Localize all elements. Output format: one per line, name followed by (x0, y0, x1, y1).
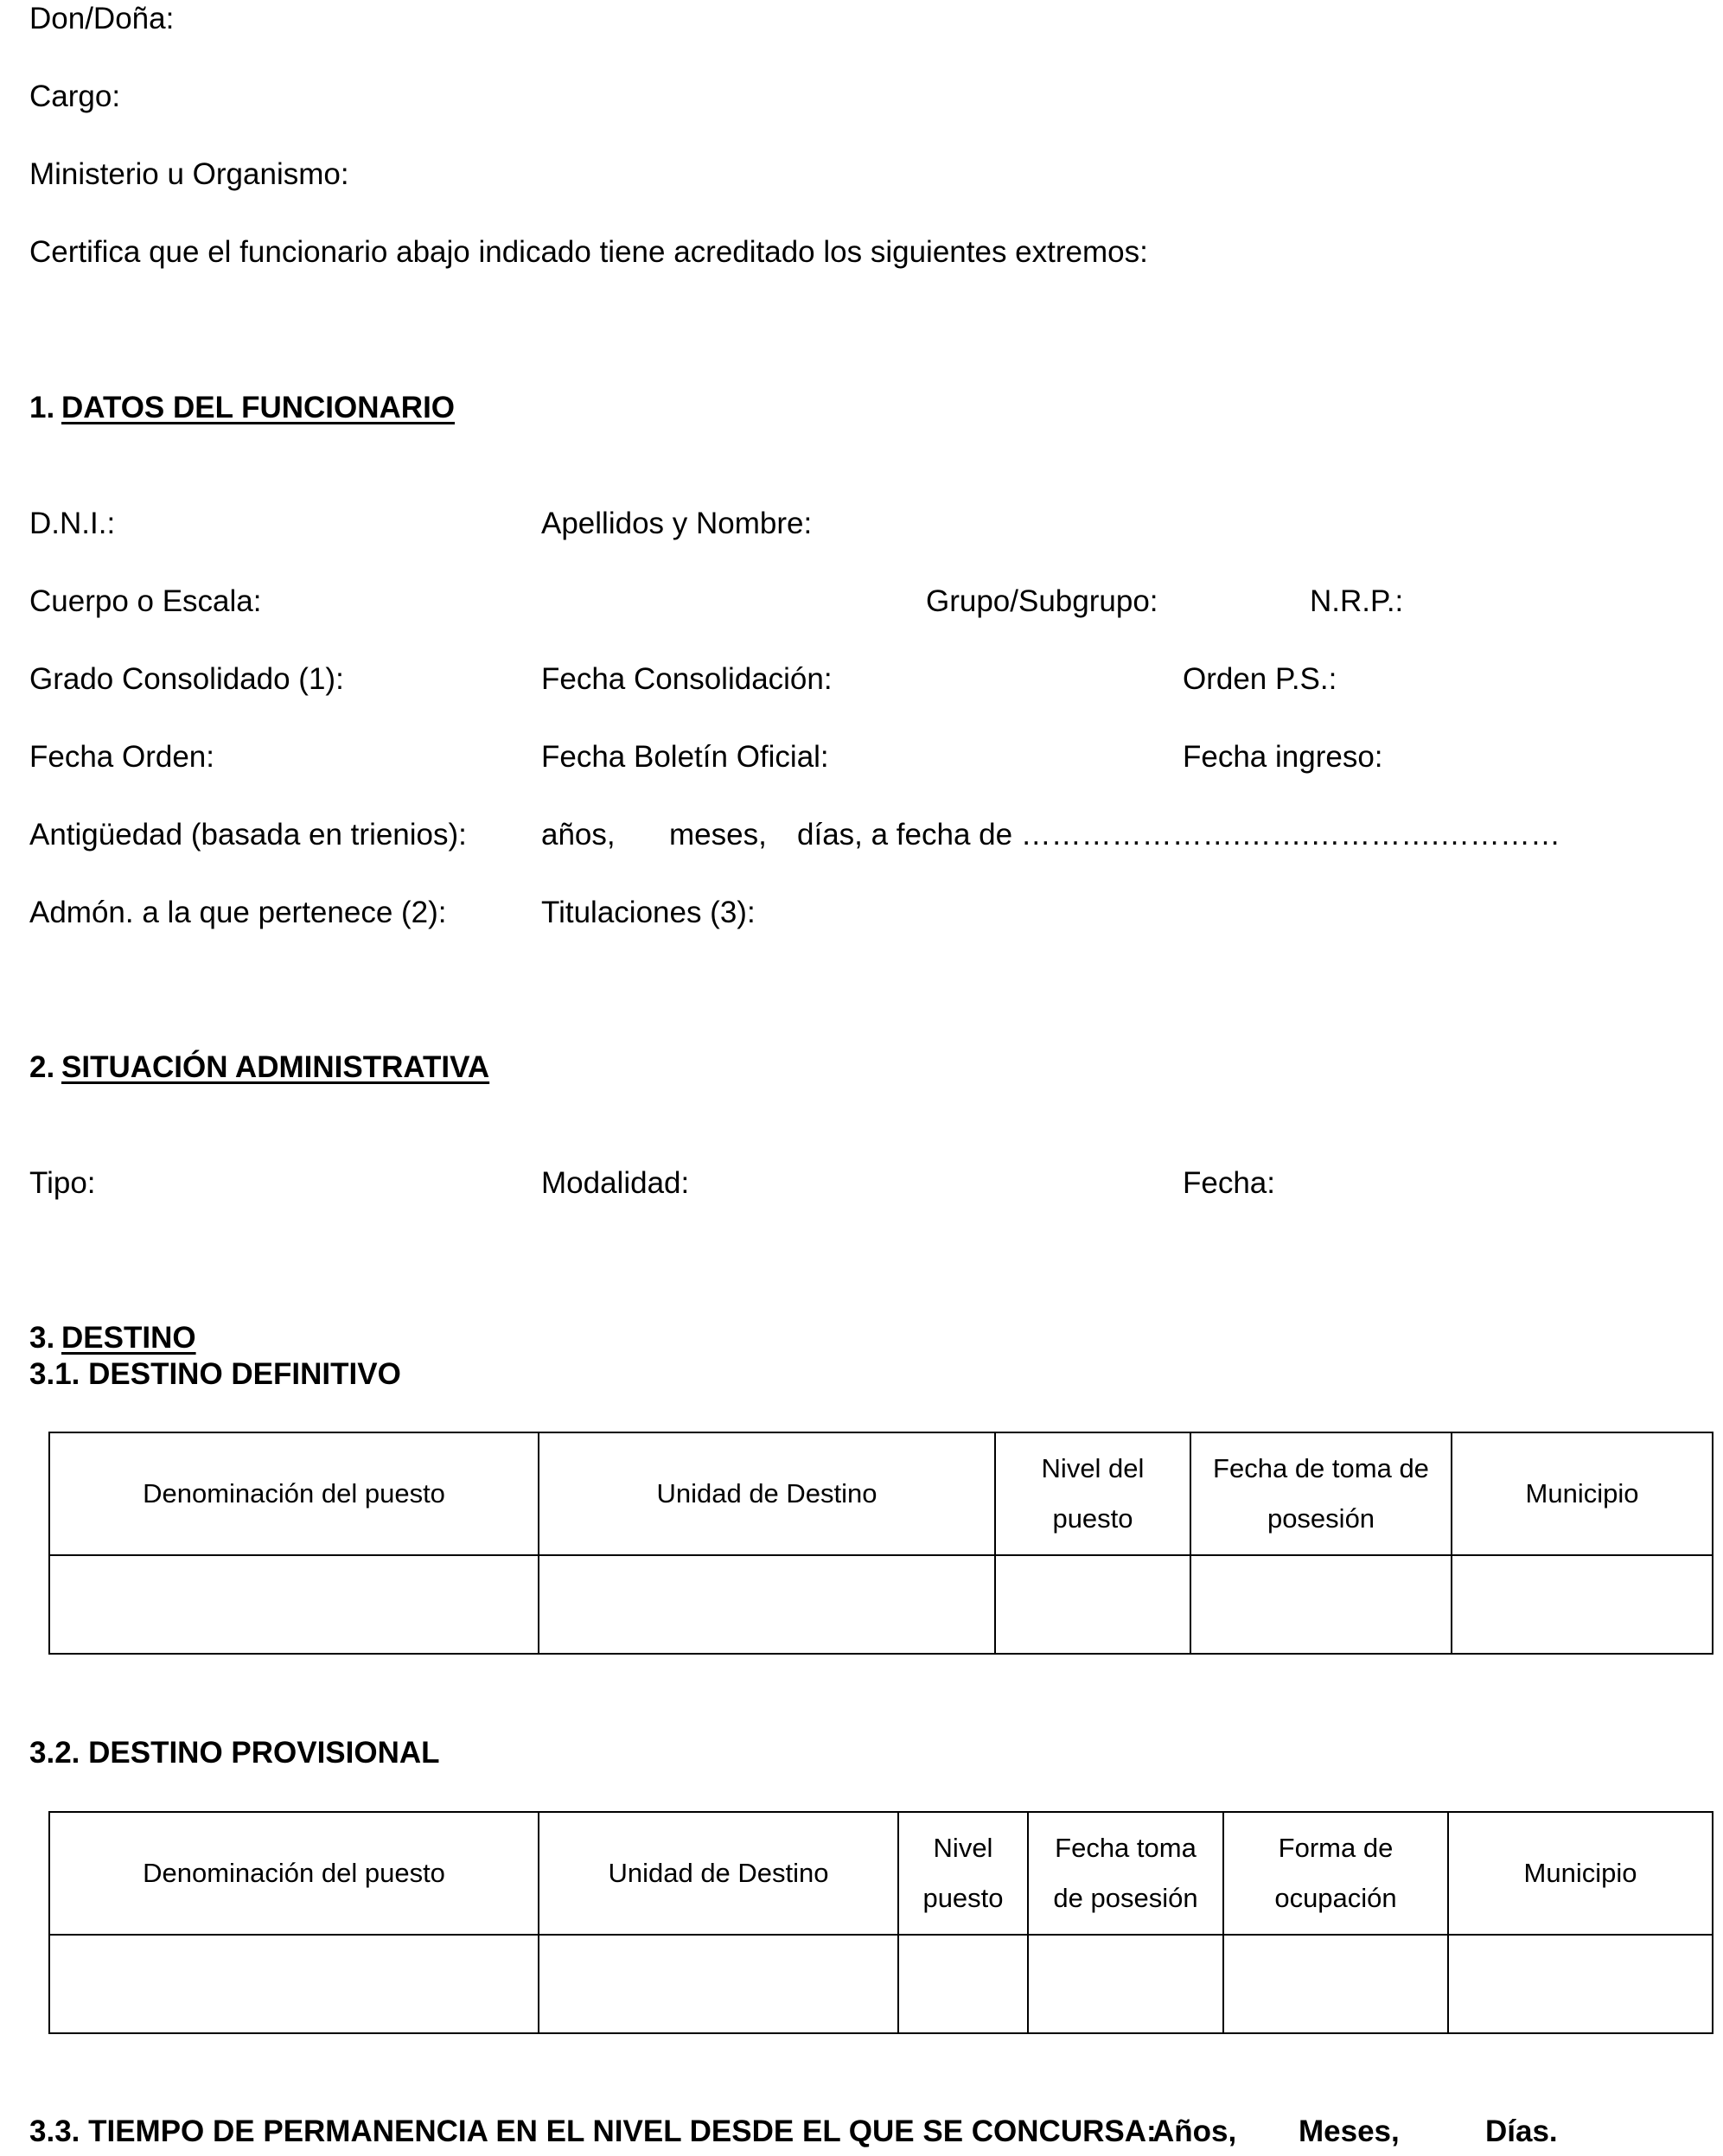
section1-title: DATOS DEL FUNCIONARIO (61, 391, 456, 424)
table-header-row (49, 1812, 1713, 1935)
fecha-label: Fecha: (1183, 1166, 1275, 1200)
destino-definitivo-heading: 3.1. DESTINO DEFINITIVO (29, 1357, 401, 1391)
meses-label: meses, (669, 818, 767, 852)
modalidad-label: Modalidad: (541, 1166, 690, 1200)
section3-number: 3. (29, 1321, 55, 1355)
nrp-label: N.R.P.: (1310, 584, 1404, 618)
section2-number: 2. (29, 1050, 55, 1084)
permanencia-anos-label: Años, (1152, 2115, 1237, 2148)
dias-fecha-label: días, a fecha de ………………….…….………….………… (797, 818, 1560, 852)
col-municipio: Municipio (1448, 1812, 1713, 1935)
fecha-consolidacion-label: Fecha Consolidación: (541, 662, 833, 696)
titulaciones-label: Titulaciones (3): (541, 896, 756, 929)
cell-denominacion[interactable] (49, 1935, 539, 2033)
fecha-boletin-label: Fecha Boletín Oficial: (541, 740, 829, 774)
col-unidad: Unidad de Destino (539, 1432, 995, 1555)
cuerpo-label: Cuerpo o Escala: (29, 584, 262, 618)
cell-unidad[interactable] (539, 1935, 898, 2033)
table-header-row (49, 1432, 1713, 1555)
cell-denominacion[interactable] (49, 1555, 539, 1654)
dni-label: D.N.I.: (29, 507, 116, 540)
fecha-ingreso-label: Fecha ingreso: (1183, 740, 1383, 774)
fecha-orden-label: Fecha Orden: (29, 740, 214, 774)
cell-municipio[interactable] (1452, 1555, 1713, 1654)
orden-ps-label: Orden P.S.: (1183, 662, 1337, 696)
col-denominacion: Denominación del puesto (49, 1812, 539, 1935)
cargo-label: Cargo: (29, 80, 121, 113)
destino-provisional-heading: 3.2. DESTINO PROVISIONAL (29, 1736, 440, 1770)
admon-label: Admón. a la que pertenece (2): (29, 896, 447, 929)
grado-label: Grado Consolidado (1): (29, 662, 344, 696)
permanencia-dias-label: Días. (1485, 2115, 1558, 2148)
don-label: Don/Doña: (29, 2, 175, 35)
table-row (49, 1555, 1713, 1654)
col-nivel: Nivel puesto (898, 1812, 1028, 1935)
tiempo-permanencia-heading: 3.3. TIEMPO DE PERMANENCIA EN EL NIVEL DESDE EL QUE SE CONCURSA: (29, 2115, 1157, 2148)
destino-definitivo-table (48, 1432, 1713, 1655)
section2-title: SITUACIÓN ADMINISTRATIVA (61, 1050, 490, 1084)
cell-fecha-toma[interactable] (1190, 1555, 1452, 1654)
col-unidad: Unidad de Destino (539, 1812, 898, 1935)
certifica-text: Certifica que el funcionario abajo indicado tiene acreditado los siguientes extremos: (29, 235, 1148, 269)
col-forma-ocupacion: Forma de ocupación (1223, 1812, 1448, 1935)
cell-municipio[interactable] (1448, 1935, 1713, 2033)
grupo-label: Grupo/Subgrupo: (926, 584, 1158, 618)
cell-nivel[interactable] (995, 1555, 1190, 1654)
destino-provisional-table (48, 1811, 1713, 2034)
section1-number: 1. (29, 391, 55, 424)
antiguedad-label: Antigüedad (basada en trienios): (29, 818, 467, 852)
cell-unidad[interactable] (539, 1555, 995, 1654)
ministerio-label: Ministerio u Organismo: (29, 157, 349, 191)
col-fecha-toma: Fecha toma de posesión (1028, 1812, 1223, 1935)
cell-forma-ocupacion[interactable] (1223, 1935, 1448, 2033)
table-row (49, 1935, 1713, 2033)
permanencia-meses-label: Meses, (1299, 2115, 1400, 2148)
section3-title: DESTINO (61, 1321, 196, 1355)
anos-label: años, (541, 818, 616, 852)
col-denominacion: Denominación del puesto (49, 1432, 539, 1555)
col-nivel: Nivel del puesto (995, 1432, 1190, 1555)
tipo-label: Tipo: (29, 1166, 96, 1200)
col-municipio: Municipio (1452, 1432, 1713, 1555)
cell-nivel[interactable] (898, 1935, 1028, 2033)
col-fecha-toma: Fecha de toma de posesión (1190, 1432, 1452, 1555)
cell-fecha-toma[interactable] (1028, 1935, 1223, 2033)
apellidos-label: Apellidos y Nombre: (541, 507, 813, 540)
